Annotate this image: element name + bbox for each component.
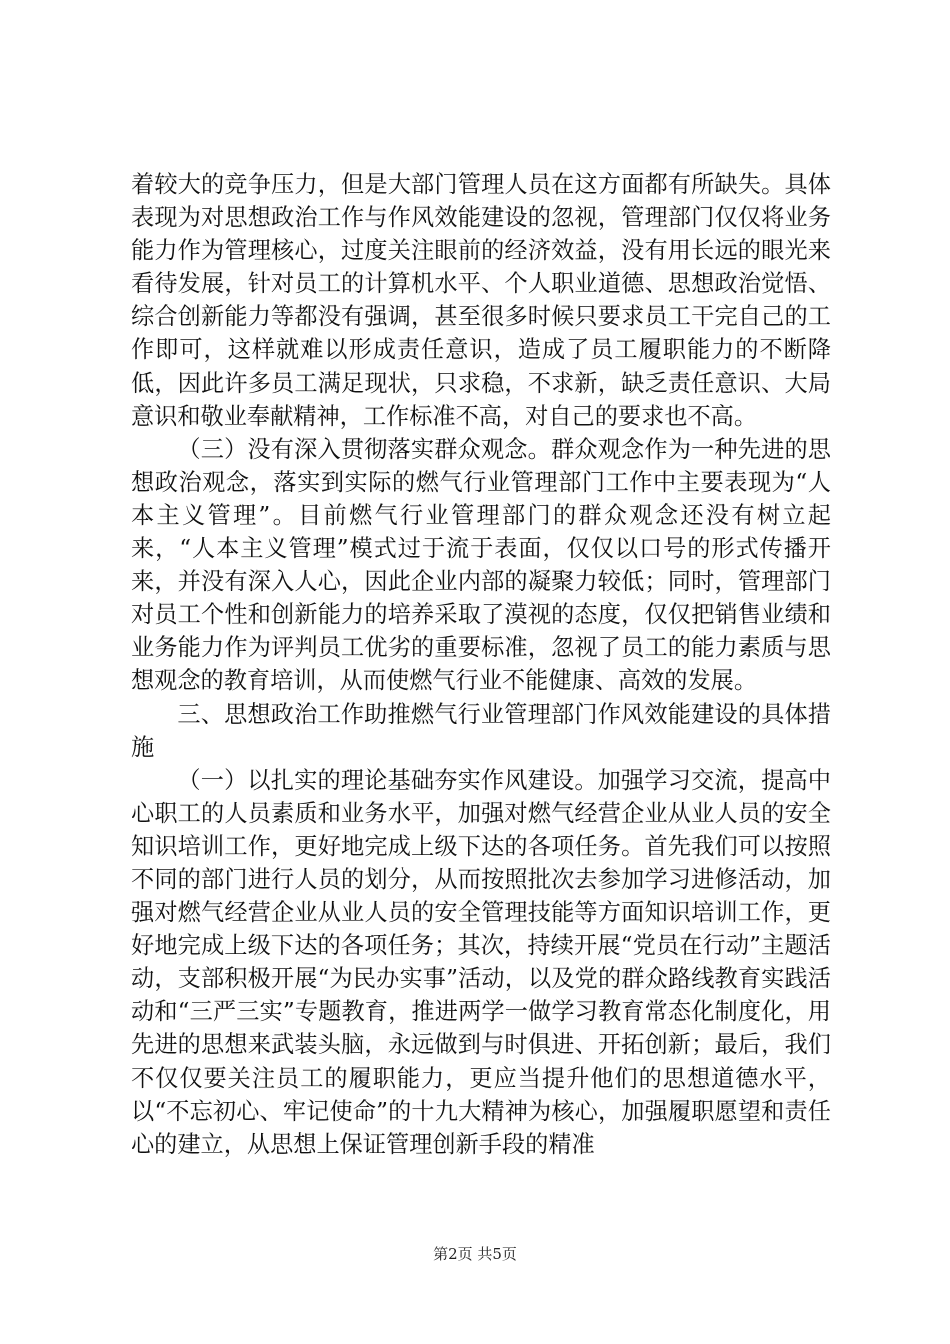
section-heading: 三、思想政治工作助推燃气行业管理部门作风效能建设的具体措施 (131, 700, 831, 761)
paragraph-section-three: （三）没有深入贯彻落实群众观念。群众观念作为一种先进的思想政治观念，落实到实际的燃气行业管理部门工作中主要表现为“人本主义管理”。目前燃气行业管理部门的群众观念还没有树立起来，“人本主义管理”模式过于流于表面，仅仅以口号的形式传播开来，并没有深入人心，因此企业内部的凝聚力较低；同时，管理部门对员工个性和创新能力的培养采取了漠视的态度，仅仅把销售业绩和业务能力作为评判员工优劣的重要标准，忽视了员工的能力素质与思想观念的教育培训，从而使燃气行业不能健康、高效的发展。 (131, 435, 831, 695)
document-body (131, 168, 831, 1161)
paragraph-measure-one: （一）以扎实的理论基础夯实作风建设。加强学习交流，提高中心职工的人员素质和业务水平，加强对燃气经营企业从业人员的安全知识培训工作，更好地完成上级下达的各项任务。首先我们可以按照不同的部门进行人员的划分，从而按照批次去参加学习进修活动，加强对燃气经营企业从业人员的安全管理技能等方面知识培训工作，更好地完成上级下达的各项任务；其次，持续开展“党员在行动”主题活动，支部积极开展“为民办实事”活动，以及党的群众路线教育实践活动和“三严三实”专题教育，推进两学一做学习教育常态化制度化，用先进的思想来武装头脑，永远做到与时俱进、开拓创新；最后，我们不仅仅要关注员工的履职能力，更应当提升他们的思想道德水平，以“不忘初心、牢记使命”的十九大精神为核心，加强履职愿望和责任心的建立，从思想上保证管理创新手段的精准 (131, 766, 831, 1158)
page-number: 第2页 共5页 (433, 1245, 517, 1263)
paragraph-continuation: 着较大的竞争压力，但是大部门管理人员在这方面都有所缺失。具体表现为对思想政治工作与作风效能建设的忽视，管理部门仅仅将业务能力作为管理核心，过度关注眼前的经济效益，没有用长远的眼光来看待发展，针对员工的计算机水平、个人职业道德、思想政治觉悟、综合创新能力等都没有强调，甚至很多时候只要求员工干完自己的工作即可，这样就难以形成责任意识，造成了员工履职能力的不断降低，因此许多员工满足现状，只求稳，不求新，缺乏责任意识、大局意识和敬业奉献精神，工作标准不高，对自己的要求也不高。 (131, 171, 831, 430)
